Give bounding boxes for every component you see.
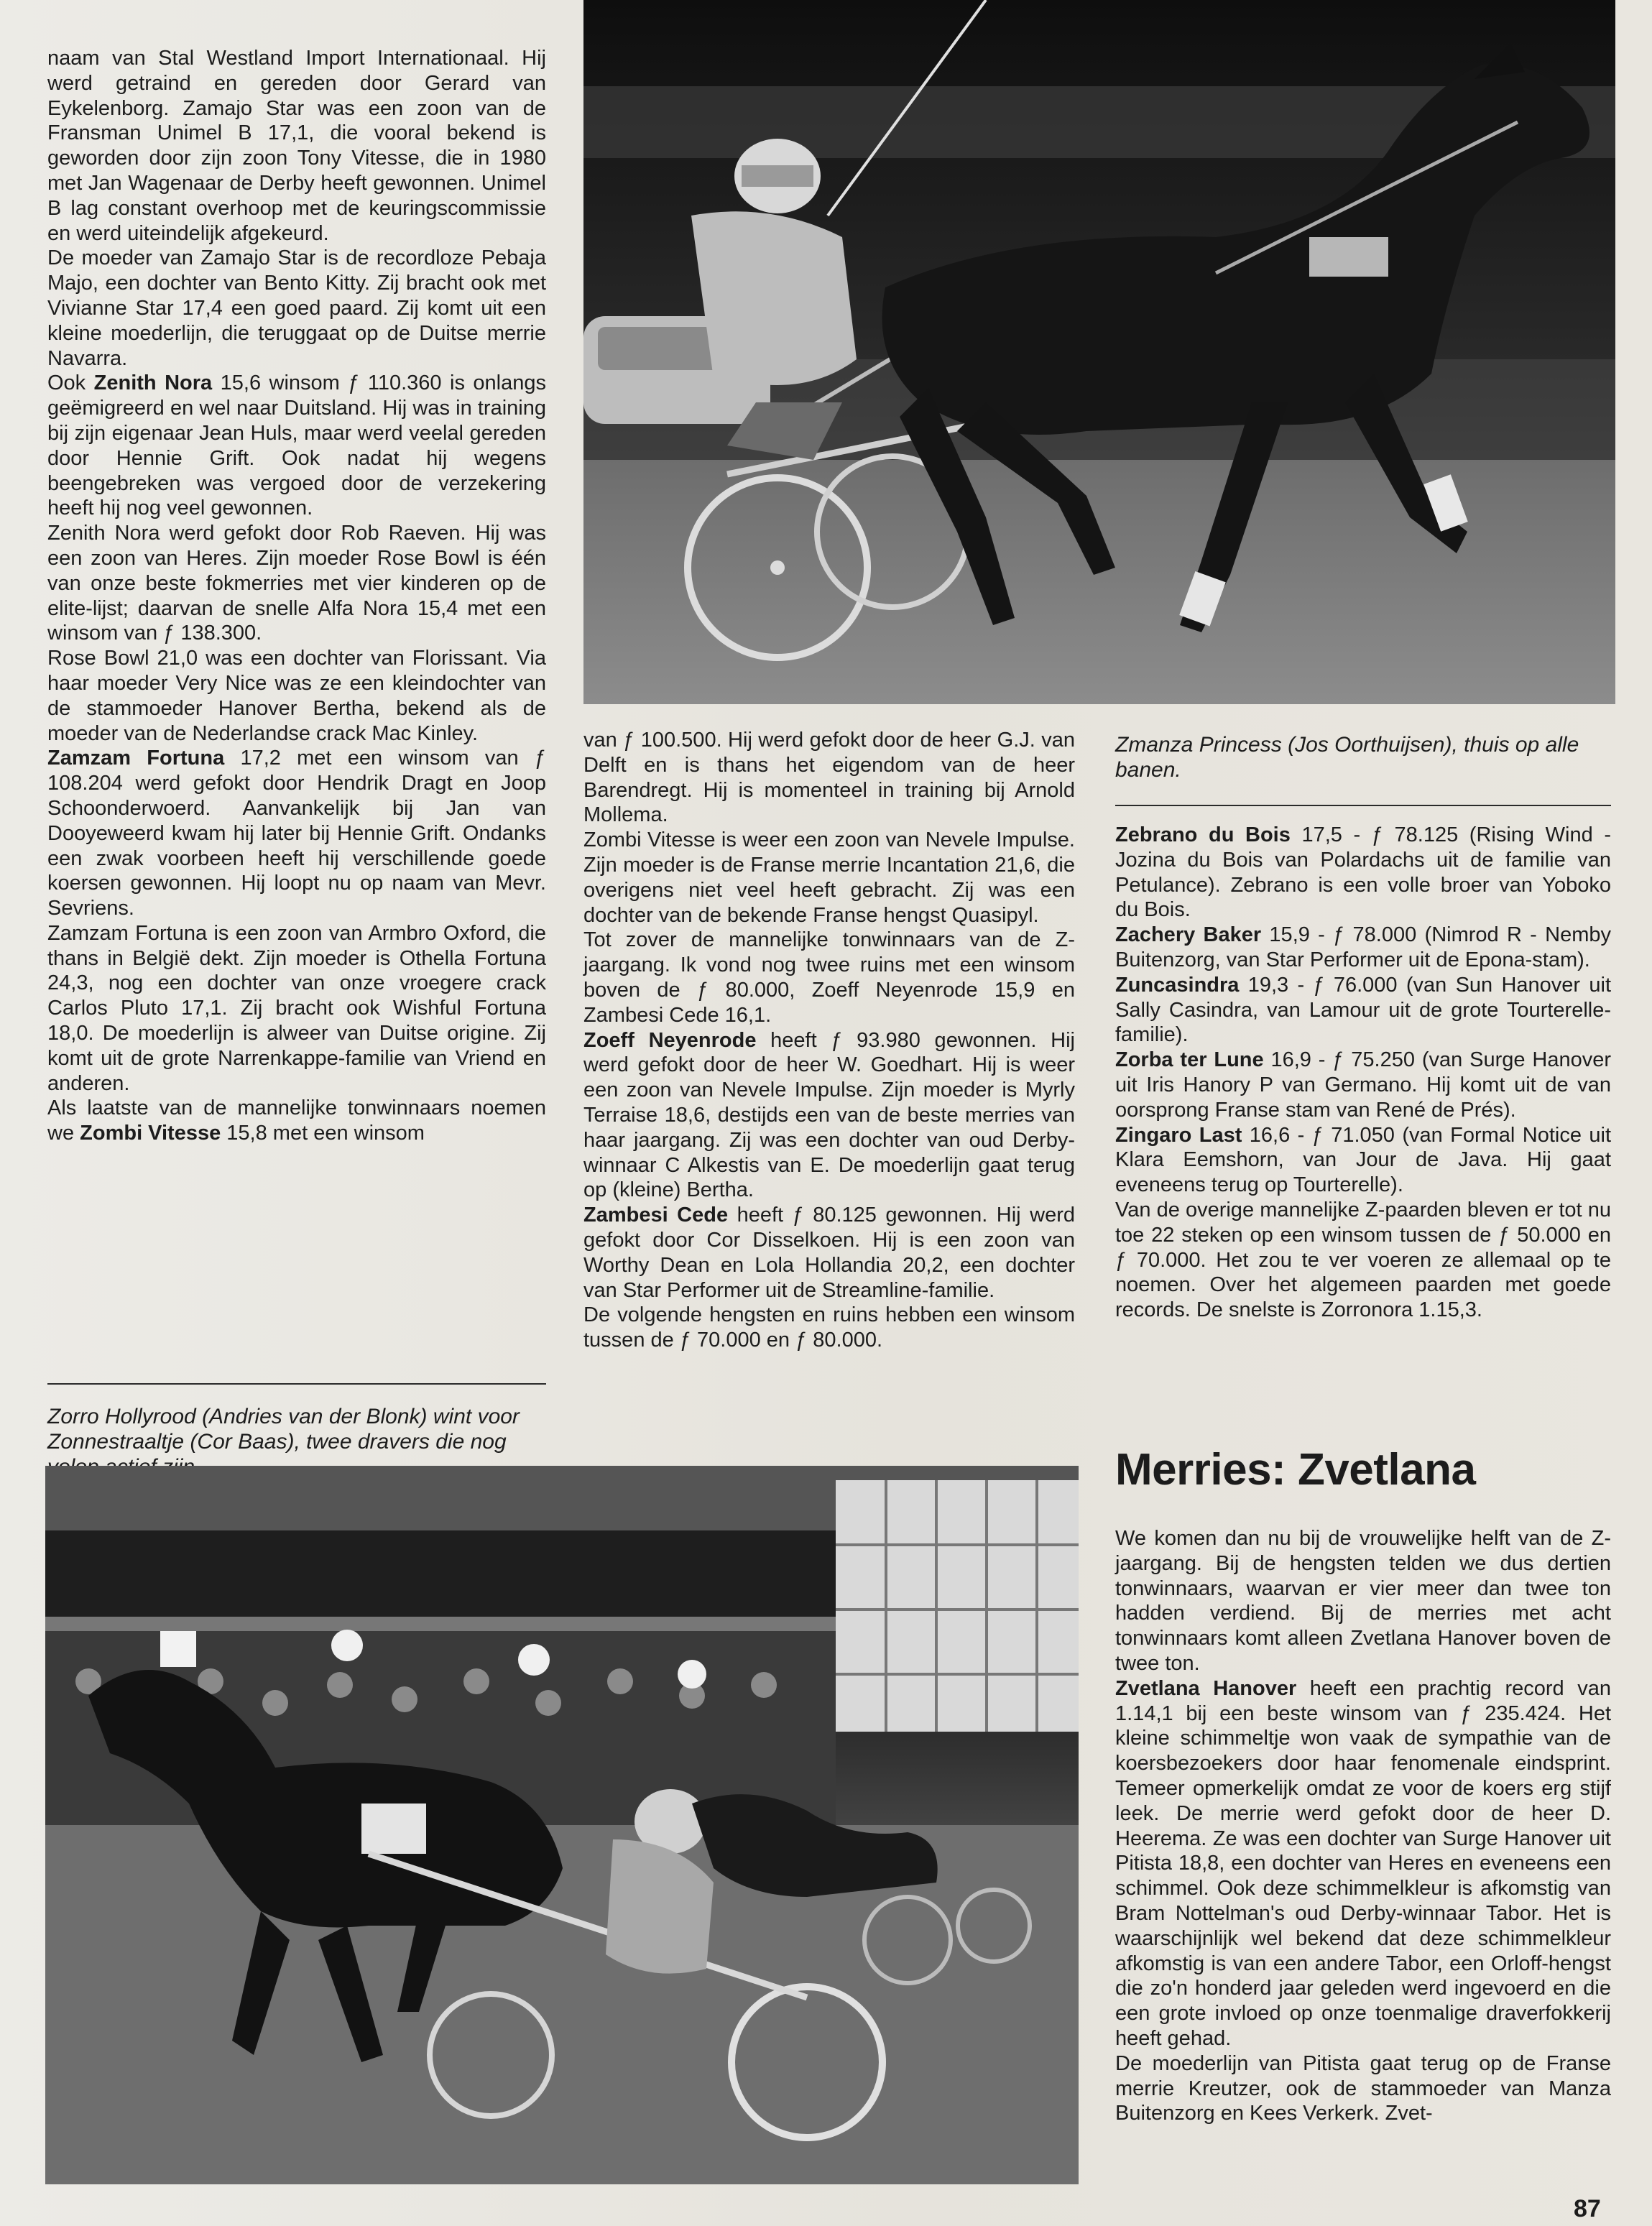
horse-name: Zvetlana Hanover xyxy=(1115,1676,1297,1700)
horse-name: Zingaro Last xyxy=(1115,1123,1242,1147)
caption-rule xyxy=(47,1383,546,1385)
horse-name: Zenith Nora xyxy=(93,371,213,395)
horse-name: Zambesi Cede xyxy=(583,1204,729,1227)
paragraph: De moederlijn van Pitista gaat terug op de Franse merrie Kreutzer, ook de stammoeder van Manza Buitenzorg en Kees Verkerk. Zvet- xyxy=(1115,2051,1611,2125)
race-finish-photo-illustration xyxy=(45,1466,1079,2184)
paragraph: van ƒ 100.500. Hij werd gefokt door de heer G.J. van Delft en is thans het eigendom van de heer Barendregt. Hij is momenteel in training bij Arnold Mollema. xyxy=(583,729,1075,827)
paragraph-zamzam-fortuna: Zamzam Fortuna 17,2 met een winsom van ƒ 108.204 werd gefokt door Hendrik Dragt en Joop Schoonderwoerd. Aanvankelijk bij Jan van Dooyeweerd kwam hij later bij Hennie Grift. Ondanks een zwak voorbeen heeft hij verschillende goede koersen gewonnen. Hij loopt nu op naam van Mevr. Sevriens. xyxy=(47,747,547,920)
paragraph-zenith-nora: Ook Zenith Nora 15,6 winsom ƒ 110.360 is onlangs geëmigreerd en wel naar Duitsland. Hij was in training bij zijn eigenaar Jean Huls, maar werd veelal gereden door Hennie Grift. Ook nadat hij wegens beengebreken was vergoed door de verzekering heeft hij nog veel gewonnen. xyxy=(47,371,546,520)
list-item-horse: Zorba ter Lune 16,9 - ƒ 75.250 (van Surge Hanover uit Iris Hanory P van Germano. Hij komt uit de van oorsprong Franse stam van René de Prés). xyxy=(1115,1048,1611,1122)
paragraph: Zombi Vitesse is weer een zoon van Nevele Impulse. Zijn moeder is de Franse merrie Incantation 21,6, die overigens niet veel heeft gebracht. Zij was een dochter van de bekende Franse hengst Quasipyl. xyxy=(583,828,1075,927)
paragraph: We komen dan nu bij de vrouwelijke helft van de Z-jaargang. Bij de hengsten telden we dus dertien tonwinnaars, waarvan er vier meer dan twee ton hadden verdiend. Bij de merries met acht tonwinnaars komt alleen Zvetlana Hanover boven de twee ton. xyxy=(1115,1527,1611,1675)
caption-rule xyxy=(1115,805,1611,806)
paragraph: Rose Bowl 21,0 was een dochter van Florissant. Via haar moeder Very Nice was ze een kleindochter van de stammoeder Hanover Bertha, bekend als de moeder van de Nederlandse crack Mac Kinley. xyxy=(47,647,546,745)
paragraph: Tot zover de mannelijke tonwinnaars van de Z-jaargang. Ik vond nog twee ruins met een winsom boven de ƒ 80.000, Zoeff Neyenrode 15,9 en Zambesi Cede 16,1. xyxy=(583,928,1075,1027)
paragraph-zombi-vitesse: Als laatste van de mannelijke tonwinnaars noemen we Zombi Vitesse 15,8 met een winsom xyxy=(47,1096,546,1145)
horse-name: Zuncasindra xyxy=(1115,973,1240,997)
list-item-horse: Zachery Baker 15,9 - ƒ 78.000 (Nimrod R - Nemby Buitenzorg, van Star Performer uit de Epona-stam). xyxy=(1115,923,1611,971)
article-column-1 xyxy=(47,46,546,1146)
article-column-3 xyxy=(1115,823,1611,1323)
paragraph: Zenith Nora werd gefokt door Rob Raeven. Hij was een zoon van Heres. Zijn moeder Rose Bowl is één van onze beste fokmerries met vier kinderen op de elite-lijst; daarvan de snelle Alfa Nora 15,4 met een winsom van ƒ 138.300. xyxy=(47,522,546,645)
paragraph: De volgende hengsten en ruins hebben een winsom tussen de ƒ 70.000 en ƒ 80.000. xyxy=(583,1303,1075,1352)
photo-caption-top: Zmanza Princess (Jos Oorthuijsen), thuis op alle banen. xyxy=(1115,733,1579,782)
trotter-race-photo-top xyxy=(583,0,1615,704)
trotter-race-photo-bottom xyxy=(45,1466,1079,2184)
horse-name: Zoeff Neyenrode xyxy=(583,1028,757,1052)
paragraph-zoeff-neyenrode: Zoeff Neyenrode heeft ƒ 93.980 gewonnen. Hij werd gefokt door de heer W. Goedhart. Hij is weer een zoon van Nevele Impulse. Zijn moeder is Myrly Terraise 18,6, destijds een van de beste merries van haar jaargang. Zij was een dochter van oud Derby-winnaar C Alkestis van E. De moederlijn gaat terug op (kleine) Bertha. xyxy=(583,1028,1075,1202)
horse-name: Zamzam Fortuna xyxy=(47,747,225,770)
paragraph-zvetlana-hanover: Zvetlana Hanover heeft een prachtig record van 1.14,1 bij een beste winsom van ƒ 235.424. Het kleine schimmeltje won vaak de sympathie van de koersbezoekers door haar fenomenale eindsprint. Temeer opmerkelijk omdat ze voor de koers erg stijf leek. De merrie werd gefokt door de heer D. Heerema. Ze was een dochter van Surge Hanover uit Pitista 18,8, een dochter van Heres en eveneens een schimmel. Ook deze schimmelkleur is afkomstig van Bram Nottelman's oud Derby-winnaar Tabor. Het is waarschijnlijk wel bekend dat deze schimmelkleur afkomstig is van een andere Tabor, een Orloff-hengst die zo'n honderd jaar geleden werd ingevoerd en die een grote invloed op onze toenmalige draverfokkerij heeft gehad. xyxy=(1115,1676,1611,2050)
paragraph: De moeder van Zamajo Star is de recordloze Pebaja Majo, een dochter van Bento Kitty. Zij bracht ook met Vivianne Star 17,4 een goed paard. Zij komt uit een kleine moederlijn, die teruggaat op de Duitse merrie Navarra. xyxy=(47,246,546,370)
page-number: 87 xyxy=(1574,2195,1601,2222)
article-column-2 xyxy=(583,728,1075,1353)
section-heading: Merries: Zvetlana xyxy=(1115,1445,1476,1495)
paragraph: Van de overige mannelijke Z-paarden bleven er tot nu toe 22 steken op een winsom tussen de ƒ 50.000 en ƒ 70.000. Het zou te ver voeren ze allemaal op te noemen. Over het algemeen paarden met goede records. De snelste is Zorronora 1.15,3. xyxy=(1115,1198,1611,1322)
horse-sulky-photo-illustration xyxy=(583,0,1615,704)
horse-name: Zebrano du Bois xyxy=(1115,823,1291,846)
paragraph: Zamzam Fortuna is een zoon van Armbro Oxford, die thans in België dekt. Zijn moeder is Othella Fortuna 24,3, nog een dochter van onze vroegere crack Carlos Pluto 17,1. Zij bracht ook Wishful Fortuna 18,0. De moederlijn is alweer van Duitse origine. Zij komt uit de grote Narrenkappe-familie van Vriend en anderen. xyxy=(47,921,546,1095)
list-item-horse: Zuncasindra 19,3 - ƒ 76.000 (van Sun Hanover uit Sally Casindra, van Lamour uit de grote Tourterelle-familie). xyxy=(1115,973,1611,1047)
photo-caption-bottom: Zorro Hollyrood (Andries van der Blonk) wint voor Zonnestraaltje (Cor Baas), twee dravers die nog xyxy=(47,1405,520,1454)
horse-name: Zorba ter Lune xyxy=(1115,1048,1264,1072)
article-column-3-bottom xyxy=(1115,1526,1611,2126)
list-item-horse: Zebrano du Bois 17,5 - ƒ 78.125 (Rising Wind - Jozina du Bois van Polardachs uit de familie van Petulance). Zebrano is een volle broer van Yoboko du Bois. xyxy=(1115,823,1611,922)
horse-name: Zombi Vitesse xyxy=(80,1122,221,1145)
list-item-horse: Zingaro Last 16,6 - ƒ 71.050 (van Formal Notice uit Klara Eemshorn, van Jour de Java. Hij gaat eveneens terug op Tourterelle). xyxy=(1115,1123,1612,1197)
paragraph-zambesi-cede: Zambesi Cede heeft ƒ 80.125 gewonnen. Hij werd gefokt door Cor Disselkoen. Hij is een zoon van Worthy Dean en Lola Hollandia 20,2, een dochter van Star Performer uit de Streamline-familie. xyxy=(583,1204,1075,1302)
paragraph: naam van Stal Westland Import Internationaal. Hij werd getraind en gereden door Gerard van Eykelenborg. Zamajo Star was een zoon van de Fransman Unimel B 17,1, die vooral bekend is geworden door zijn zoon Tony Vitesse, die in 1980 met Jan Wagenaar de Derby heeft gewonnen. Unimel B lag constant overhoop met de keuringscommissie en werd uiteindelijk afgekeurd. xyxy=(47,47,546,245)
horse-name: Zachery Baker xyxy=(1115,923,1262,947)
